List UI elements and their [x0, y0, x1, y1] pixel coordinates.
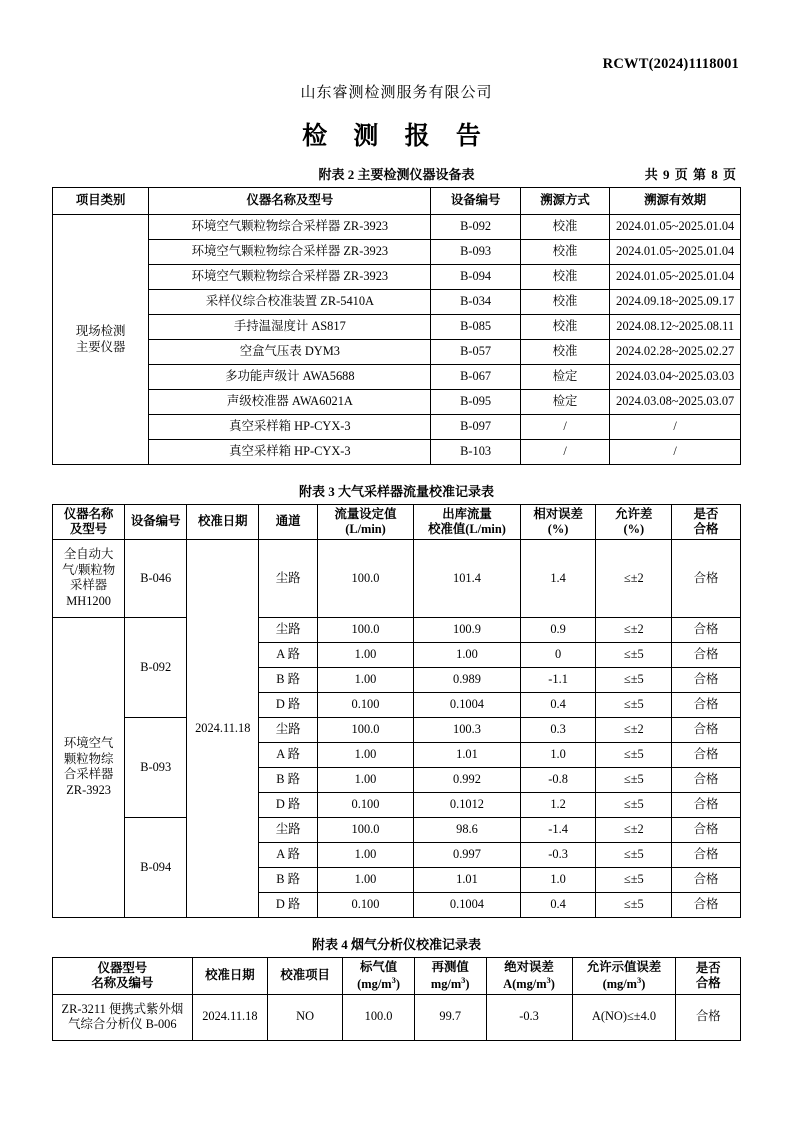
flow-setpoint: 1.00 [317, 867, 413, 892]
outbound-flow: 0.1012 [414, 792, 521, 817]
calibration-date: 2024.11.18 [187, 539, 259, 917]
equipment-code: B-093 [431, 240, 520, 265]
col-absolute-error [486, 957, 572, 994]
outbound-flow: 1.00 [414, 642, 521, 667]
col-calibration-date: 校准日期 [187, 505, 259, 540]
equipment-code: B-085 [431, 315, 520, 340]
instrument-name: 空盒气压表 DYM3 [149, 340, 431, 365]
table-row [53, 415, 741, 440]
table-row [53, 290, 741, 315]
flow-setpoint: 0.100 [317, 692, 413, 717]
relative-error: 0.9 [520, 617, 596, 642]
channel: A 路 [259, 742, 317, 767]
equipment-code: B-094 [125, 817, 187, 917]
trace-validity: 2024.03.08~2025.03.07 [610, 390, 741, 415]
absolute-error: -0.3 [486, 994, 572, 1040]
tolerance: ≤±5 [596, 792, 672, 817]
report-title: 检 测 报 告 [302, 123, 491, 150]
relative-error: 0.3 [520, 717, 596, 742]
col-outbound-flow [414, 505, 521, 540]
trace-method: 校准 [520, 315, 609, 340]
table-header-row [53, 957, 741, 994]
col-tolerance [596, 505, 672, 540]
relative-error: 0 [520, 642, 596, 667]
col-line: 仪器型号 [97, 960, 148, 975]
tolerance: ≤±2 [596, 817, 672, 842]
trace-validity: / [610, 440, 741, 465]
pass-result: 合格 [672, 817, 741, 842]
col-channel: 通道 [259, 505, 317, 540]
tolerance: ≤±2 [596, 617, 672, 642]
sampler-flow-calibration-table [52, 504, 741, 918]
relative-error: -1.1 [520, 667, 596, 692]
pass-result: 合格 [672, 617, 741, 642]
relative-error: 1.4 [520, 539, 596, 617]
equipment-code: B-097 [431, 415, 520, 440]
relative-error: 1.0 [520, 742, 596, 767]
outbound-flow: 100.9 [414, 617, 521, 642]
instrument-name: 环境空气颗粒物综合采样器 ZR-3923 [149, 240, 431, 265]
col-trace-validity: 溯源有效期 [610, 188, 741, 215]
col-instrument-name [53, 505, 125, 540]
instrument-name: 环境空气颗粒物综合采样器 ZR-3923 [149, 215, 431, 240]
col-pass [672, 505, 741, 540]
channel: 尘路 [259, 539, 317, 617]
relative-error: -1.4 [520, 817, 596, 842]
tolerance: ≤±2 [596, 717, 672, 742]
equipment-code: B-093 [125, 717, 187, 817]
pass-result: 合格 [672, 667, 741, 692]
relative-error: 0.4 [520, 692, 596, 717]
outbound-flow: 100.3 [414, 717, 521, 742]
table3-title: 附表 3 大气采样器流量校准记录表 [298, 484, 494, 499]
col-line: 校准值(L/min) [428, 521, 506, 536]
flow-setpoint: 100.0 [317, 617, 413, 642]
name-line: 全自动大 [63, 547, 114, 562]
equipment-code: B-034 [431, 290, 520, 315]
col-line: 再测值 [431, 959, 469, 974]
pass-result: 合格 [672, 867, 741, 892]
relative-error: 0.4 [520, 892, 596, 917]
document-code: RCWT(2024)1118001 [602, 56, 739, 72]
tolerance: ≤±5 [596, 767, 672, 792]
col-allowable-error [572, 957, 676, 994]
col-instrument-name: 仪器名称及型号 [149, 188, 431, 215]
trace-validity: 2024.09.18~2025.09.17 [610, 290, 741, 315]
col-standard-value [343, 957, 415, 994]
table-row [53, 717, 741, 742]
col-remeasure-value [414, 957, 486, 994]
trace-method: 检定 [520, 390, 609, 415]
col-line: (L/min) [345, 521, 386, 536]
table-row [53, 817, 741, 842]
col-line: 流量设定值 [334, 507, 397, 521]
pass-result: 合格 [672, 842, 741, 867]
outbound-flow: 0.992 [414, 767, 521, 792]
col-equipment-code: 设备编号 [125, 505, 187, 540]
equipment-code: B-103 [431, 440, 520, 465]
outbound-flow: 0.989 [414, 667, 521, 692]
col-line: 相对误差 [533, 507, 583, 521]
trace-validity: 2024.03.04~2025.03.03 [610, 365, 741, 390]
col-line: 出库流量 [442, 507, 492, 521]
table-row [53, 315, 741, 340]
instrument-name [53, 617, 125, 917]
table-row [53, 215, 741, 240]
flow-setpoint: 1.00 [317, 642, 413, 667]
col-line: (%) [623, 521, 645, 536]
instrument-name: 环境空气颗粒物综合采样器 ZR-3923 [149, 265, 431, 290]
trace-method: 检定 [520, 365, 609, 390]
category-line-1: 现场检测 [75, 324, 126, 338]
col-trace-method: 溯源方式 [520, 188, 609, 215]
col-line: 合格 [695, 975, 721, 990]
flow-setpoint: 0.100 [317, 892, 413, 917]
flow-setpoint: 1.00 [317, 767, 413, 792]
table-row [53, 617, 741, 642]
instrument-name [53, 539, 125, 617]
col-pass [676, 957, 741, 994]
tolerance: ≤±2 [596, 539, 672, 617]
channel: B 路 [259, 667, 317, 692]
equipment-code: B-057 [431, 340, 520, 365]
category-cell [53, 215, 149, 465]
tolerance: ≤±5 [596, 642, 672, 667]
col-line: 允许差 [615, 507, 653, 521]
col-flow-setpoint [317, 505, 413, 540]
channel: B 路 [259, 767, 317, 792]
channel: D 路 [259, 792, 317, 817]
col-line: 合格 [693, 521, 719, 536]
outbound-flow: 101.4 [414, 539, 521, 617]
channel: 尘路 [259, 817, 317, 842]
pass-result: 合格 [672, 792, 741, 817]
col-line: 及型号 [70, 521, 108, 536]
instrument-name: 手持温湿度计 AS817 [149, 315, 431, 340]
name-line: 合采样器 [63, 767, 114, 782]
table2-title: 附表 2 主要检测仪器设备表 [318, 167, 475, 182]
flow-setpoint: 100.0 [317, 539, 413, 617]
channel: A 路 [259, 842, 317, 867]
relative-error: 1.0 [520, 867, 596, 892]
outbound-flow: 1.01 [414, 742, 521, 767]
outbound-flow: 0.997 [414, 842, 521, 867]
flow-setpoint: 1.00 [317, 842, 413, 867]
company-name: 山东睿测检测服务有限公司 [300, 85, 493, 101]
equipment-code: B-094 [431, 265, 520, 290]
col-line: 仪器名称 [63, 507, 114, 521]
pass-result: 合格 [672, 892, 741, 917]
col-line: 标气值 [359, 959, 398, 974]
table-row [53, 390, 741, 415]
pass-result: 合格 [672, 642, 741, 667]
trace-method: 校准 [520, 215, 609, 240]
calibration-item: NO [268, 994, 343, 1040]
equipment-code: B-046 [125, 539, 187, 617]
tolerance: ≤±5 [596, 667, 672, 692]
flow-setpoint: 100.0 [317, 717, 413, 742]
channel: 尘路 [259, 717, 317, 742]
instrument-name [53, 994, 193, 1040]
table-row [53, 539, 741, 617]
tolerance: ≤±5 [596, 692, 672, 717]
standard-value: 100.0 [343, 994, 415, 1040]
channel: B 路 [259, 867, 317, 892]
trace-method: 校准 [520, 340, 609, 365]
pass-result: 合格 [672, 767, 741, 792]
channel: D 路 [259, 892, 317, 917]
flow-setpoint: 0.100 [317, 792, 413, 817]
table4-title: 附表 4 烟气分析仪校准记录表 [311, 936, 481, 952]
instrument-name: 采样仪综合校准装置 ZR-5410A [149, 290, 431, 315]
col-instrument-name [53, 957, 193, 994]
calibration-date: 2024.11.18 [192, 994, 267, 1040]
pass-result: 合格 [672, 742, 741, 767]
table-row [53, 994, 741, 1040]
relative-error: -0.3 [520, 842, 596, 867]
col-category: 项目类别 [53, 188, 149, 215]
channel: 尘路 [259, 617, 317, 642]
allowable-error: A(NO)≤±4.0 [572, 994, 676, 1040]
trace-validity: 2024.08.12~2025.08.11 [610, 315, 741, 340]
col-line-unit: $mg/m^3$) [430, 974, 470, 991]
pass-result: 合格 [672, 717, 741, 742]
outbound-flow: 0.1004 [414, 892, 521, 917]
trace-method: / [520, 415, 609, 440]
trace-validity: 2024.02.28~2025.02.27 [610, 340, 741, 365]
table-header-row [53, 188, 741, 215]
col-equipment-code: 设备编号 [431, 188, 520, 215]
flow-setpoint: 1.00 [317, 667, 413, 692]
name-line: 气综合分析仪 B-006 [68, 1017, 177, 1032]
equipment-code: B-092 [125, 617, 187, 717]
equipment-code: B-067 [431, 365, 520, 390]
trace-method: 校准 [520, 290, 609, 315]
col-line-unit: $A(mg/m^3)$ [503, 974, 555, 991]
instrument-name: 声级校准器 AWA6021A [149, 390, 431, 415]
relative-error: 1.2 [520, 792, 596, 817]
pass-result: 合格 [676, 994, 741, 1040]
instrument-name: 多功能声级计 AWA5688 [149, 365, 431, 390]
page-info: 共 9 页 第 8 页 [644, 167, 737, 182]
outbound-flow: 1.01 [414, 867, 521, 892]
name-line: 颗粒物综 [63, 751, 114, 766]
trace-method: / [520, 440, 609, 465]
name-line: 采样器 [70, 578, 108, 593]
name-line: 气/颗粒物 [62, 562, 116, 577]
equipment-code: B-095 [431, 390, 520, 415]
col-line: 允许示值误差 [586, 959, 662, 974]
flue-gas-analyzer-calibration-table [52, 957, 741, 1041]
col-line: 绝对误差 [504, 959, 554, 974]
name-line: ZR-3211 便携式紫外烟 [61, 1001, 184, 1016]
trace-validity: 2024.01.05~2025.01.04 [610, 215, 741, 240]
col-line-unit: $(mg/m^3)$ [357, 974, 400, 991]
table-header-row [53, 505, 741, 540]
channel: D 路 [259, 692, 317, 717]
trace-method: 校准 [520, 265, 609, 290]
flow-setpoint: 1.00 [317, 742, 413, 767]
trace-validity: / [610, 415, 741, 440]
name-line: 环境空气 [63, 736, 114, 751]
tolerance: ≤±5 [596, 842, 672, 867]
trace-validity: 2024.01.05~2025.01.04 [610, 265, 741, 290]
table-row [53, 240, 741, 265]
table2-header-row [52, 164, 741, 184]
instrument-equipment-table [52, 187, 741, 465]
trace-validity: 2024.01.05~2025.01.04 [610, 240, 741, 265]
instrument-name: 真空采样箱 HP-CYX-3 [149, 415, 431, 440]
col-line-unit: $(mg/m^3)$ [602, 974, 646, 991]
category-line-2: 主要仪器 [75, 339, 126, 354]
trace-method: 校准 [520, 240, 609, 265]
equipment-code: B-092 [431, 215, 520, 240]
col-line: 名称及编号 [91, 975, 154, 990]
table-row [53, 440, 741, 465]
table-row [53, 265, 741, 290]
col-calibration-date: 校准日期 [192, 957, 267, 994]
outbound-flow: 98.6 [414, 817, 521, 842]
channel: A 路 [259, 642, 317, 667]
outbound-flow: 0.1004 [414, 692, 521, 717]
col-line: 是否 [695, 960, 721, 975]
table-row [53, 340, 741, 365]
flow-setpoint: 100.0 [317, 817, 413, 842]
remeasure-value: 99.7 [414, 994, 486, 1040]
instrument-name: 真空采样箱 HP-CYX-3 [149, 440, 431, 465]
relative-error: -0.8 [520, 767, 596, 792]
col-line: 是否 [693, 507, 719, 521]
tolerance: ≤±5 [596, 742, 672, 767]
name-line: ZR-3923 [66, 782, 111, 797]
col-calibration-item: 校准项目 [268, 957, 343, 994]
pass-result: 合格 [672, 692, 741, 717]
col-relative-error [520, 505, 596, 540]
tolerance: ≤±5 [596, 892, 672, 917]
col-line: (%) [547, 521, 569, 536]
table-row [53, 365, 741, 390]
name-line: MH1200 [66, 593, 111, 608]
pass-result: 合格 [672, 539, 741, 617]
tolerance: ≤±5 [596, 867, 672, 892]
